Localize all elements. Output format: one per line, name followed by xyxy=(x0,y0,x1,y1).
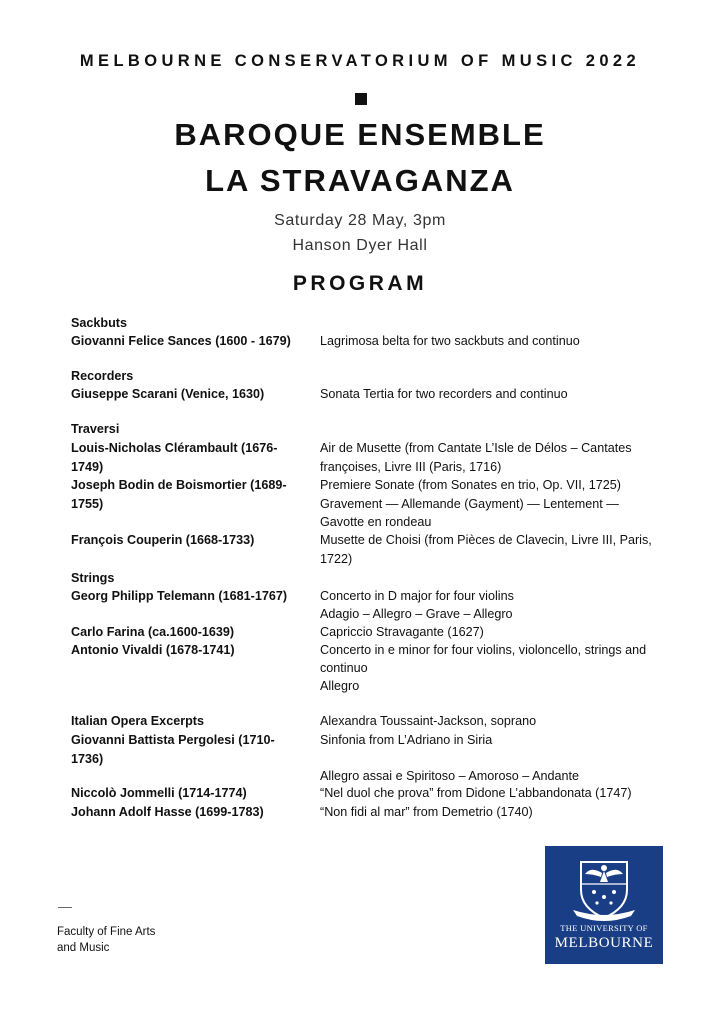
logo-text-small: THE UNIVERSITY OF xyxy=(560,923,648,933)
work-vivaldi: Concerto in e minor for four violins, violoncello, strings and xyxy=(320,643,647,657)
composer-pergolesi: Giovanni Battista Pergolesi (1710- xyxy=(71,733,275,747)
composer-farina: Carlo Farina (ca.1600-1639) xyxy=(71,625,235,639)
composer-scarani: Giuseppe Scarani (Venice, 1630) xyxy=(71,387,265,401)
section-heading-sackbuts: Sackbuts xyxy=(71,316,127,330)
concert-date: Saturday 28 May, 3pm xyxy=(274,212,446,229)
title-line-1: BAROQUE ENSEMBLE xyxy=(174,117,546,152)
work-boismortier-movements: Gravement — Allemande (Gayment) — Lentement — xyxy=(320,497,619,511)
section-heading-strings: Strings xyxy=(71,571,115,585)
composer-boismortier-dates: 1755) xyxy=(71,497,104,511)
section-heading-opera: Italian Opera Excerpts xyxy=(71,714,204,728)
logo-text-large: MELBOURNE xyxy=(554,935,654,951)
composer-vivaldi: Antonio Vivaldi (1678-1741) xyxy=(71,643,235,657)
opera-soloist: Alexandra Toussaint-Jackson, soprano xyxy=(320,714,537,728)
section-heading-recorders: Recorders xyxy=(71,369,134,383)
faculty-line-2: and Music xyxy=(57,942,110,954)
work-couperin: Musette de Choisi (from Pièces de Clavecin, Livre III, Paris, xyxy=(320,533,652,547)
work-couperin-cont: 1722) xyxy=(320,552,353,566)
square-bullet-icon xyxy=(355,93,367,105)
work-scarani: Sonata Tertia for two recorders and continuo xyxy=(320,387,568,401)
work-boismortier: Premiere Sonate (from Sonates en trio, Op. VII, 1725) xyxy=(320,478,621,492)
work-telemann-movements: Adagio – Allegro – Grave – Allegro xyxy=(320,607,513,621)
concert-venue: Hanson Dyer Hall xyxy=(292,237,428,254)
work-clerambault-cont: françoises, Livre III (Paris, 1716) xyxy=(320,460,502,474)
composer-jommelli: Niccolò Jommelli (1714-1774) xyxy=(71,786,247,800)
work-farina: Capriccio Stravagante (1627) xyxy=(320,625,484,639)
title-line-2: LA STRAVAGANZA xyxy=(205,163,515,198)
work-hasse: “Non fidi al mar” from Demetrio (1740) xyxy=(320,805,533,819)
footer-dash xyxy=(58,907,72,908)
work-telemann: Concerto in D major for four violins xyxy=(320,589,514,603)
work-vivaldi-movement: Allegro xyxy=(320,679,360,693)
composer-clerambault-dates: 1749) xyxy=(71,460,104,474)
work-sances: Lagrimosa belta for two sackbuts and continuo xyxy=(320,334,580,348)
composer-telemann: Georg Philipp Telemann (1681-1767) xyxy=(71,589,288,603)
section-heading-traversi: Traversi xyxy=(71,422,120,436)
composer-hasse: Johann Adolf Hasse (1699-1783) xyxy=(71,805,264,819)
program-heading: PROGRAM xyxy=(292,272,428,295)
composer-pergolesi-dates: 1736) xyxy=(71,752,104,766)
composer-sances: Giovanni Felice Sances (1600 - 1679) xyxy=(71,334,291,348)
work-vivaldi-cont: continuo xyxy=(320,661,368,675)
work-pergolesi-movements: Allegro assai e Spiritoso – Amoroso – Andante xyxy=(320,769,580,783)
organization-header: MELBOURNE CONSERVATORIUM OF MUSIC 2022 xyxy=(79,52,641,70)
work-clerambault: Air de Musette (from Cantate L’Isle de Délos – Cantates xyxy=(320,441,632,455)
work-boismortier-movements-cont: Gavotte en rondeau xyxy=(320,515,432,529)
university-logo xyxy=(545,846,663,964)
faculty-line-1: Faculty of Fine Arts xyxy=(57,926,156,938)
work-pergolesi: Sinfonia from L’Adriano in Siria xyxy=(320,733,493,747)
composer-couperin: François Couperin (1668-1733) xyxy=(71,533,255,547)
composer-clerambault: Louis-Nicholas Clérambault (1676- xyxy=(71,441,278,455)
composer-boismortier: Joseph Bodin de Boismortier (1689- xyxy=(71,478,287,492)
work-jommelli: “Nel duol che prova” from Didone L’abbandonata (1747) xyxy=(320,786,632,800)
